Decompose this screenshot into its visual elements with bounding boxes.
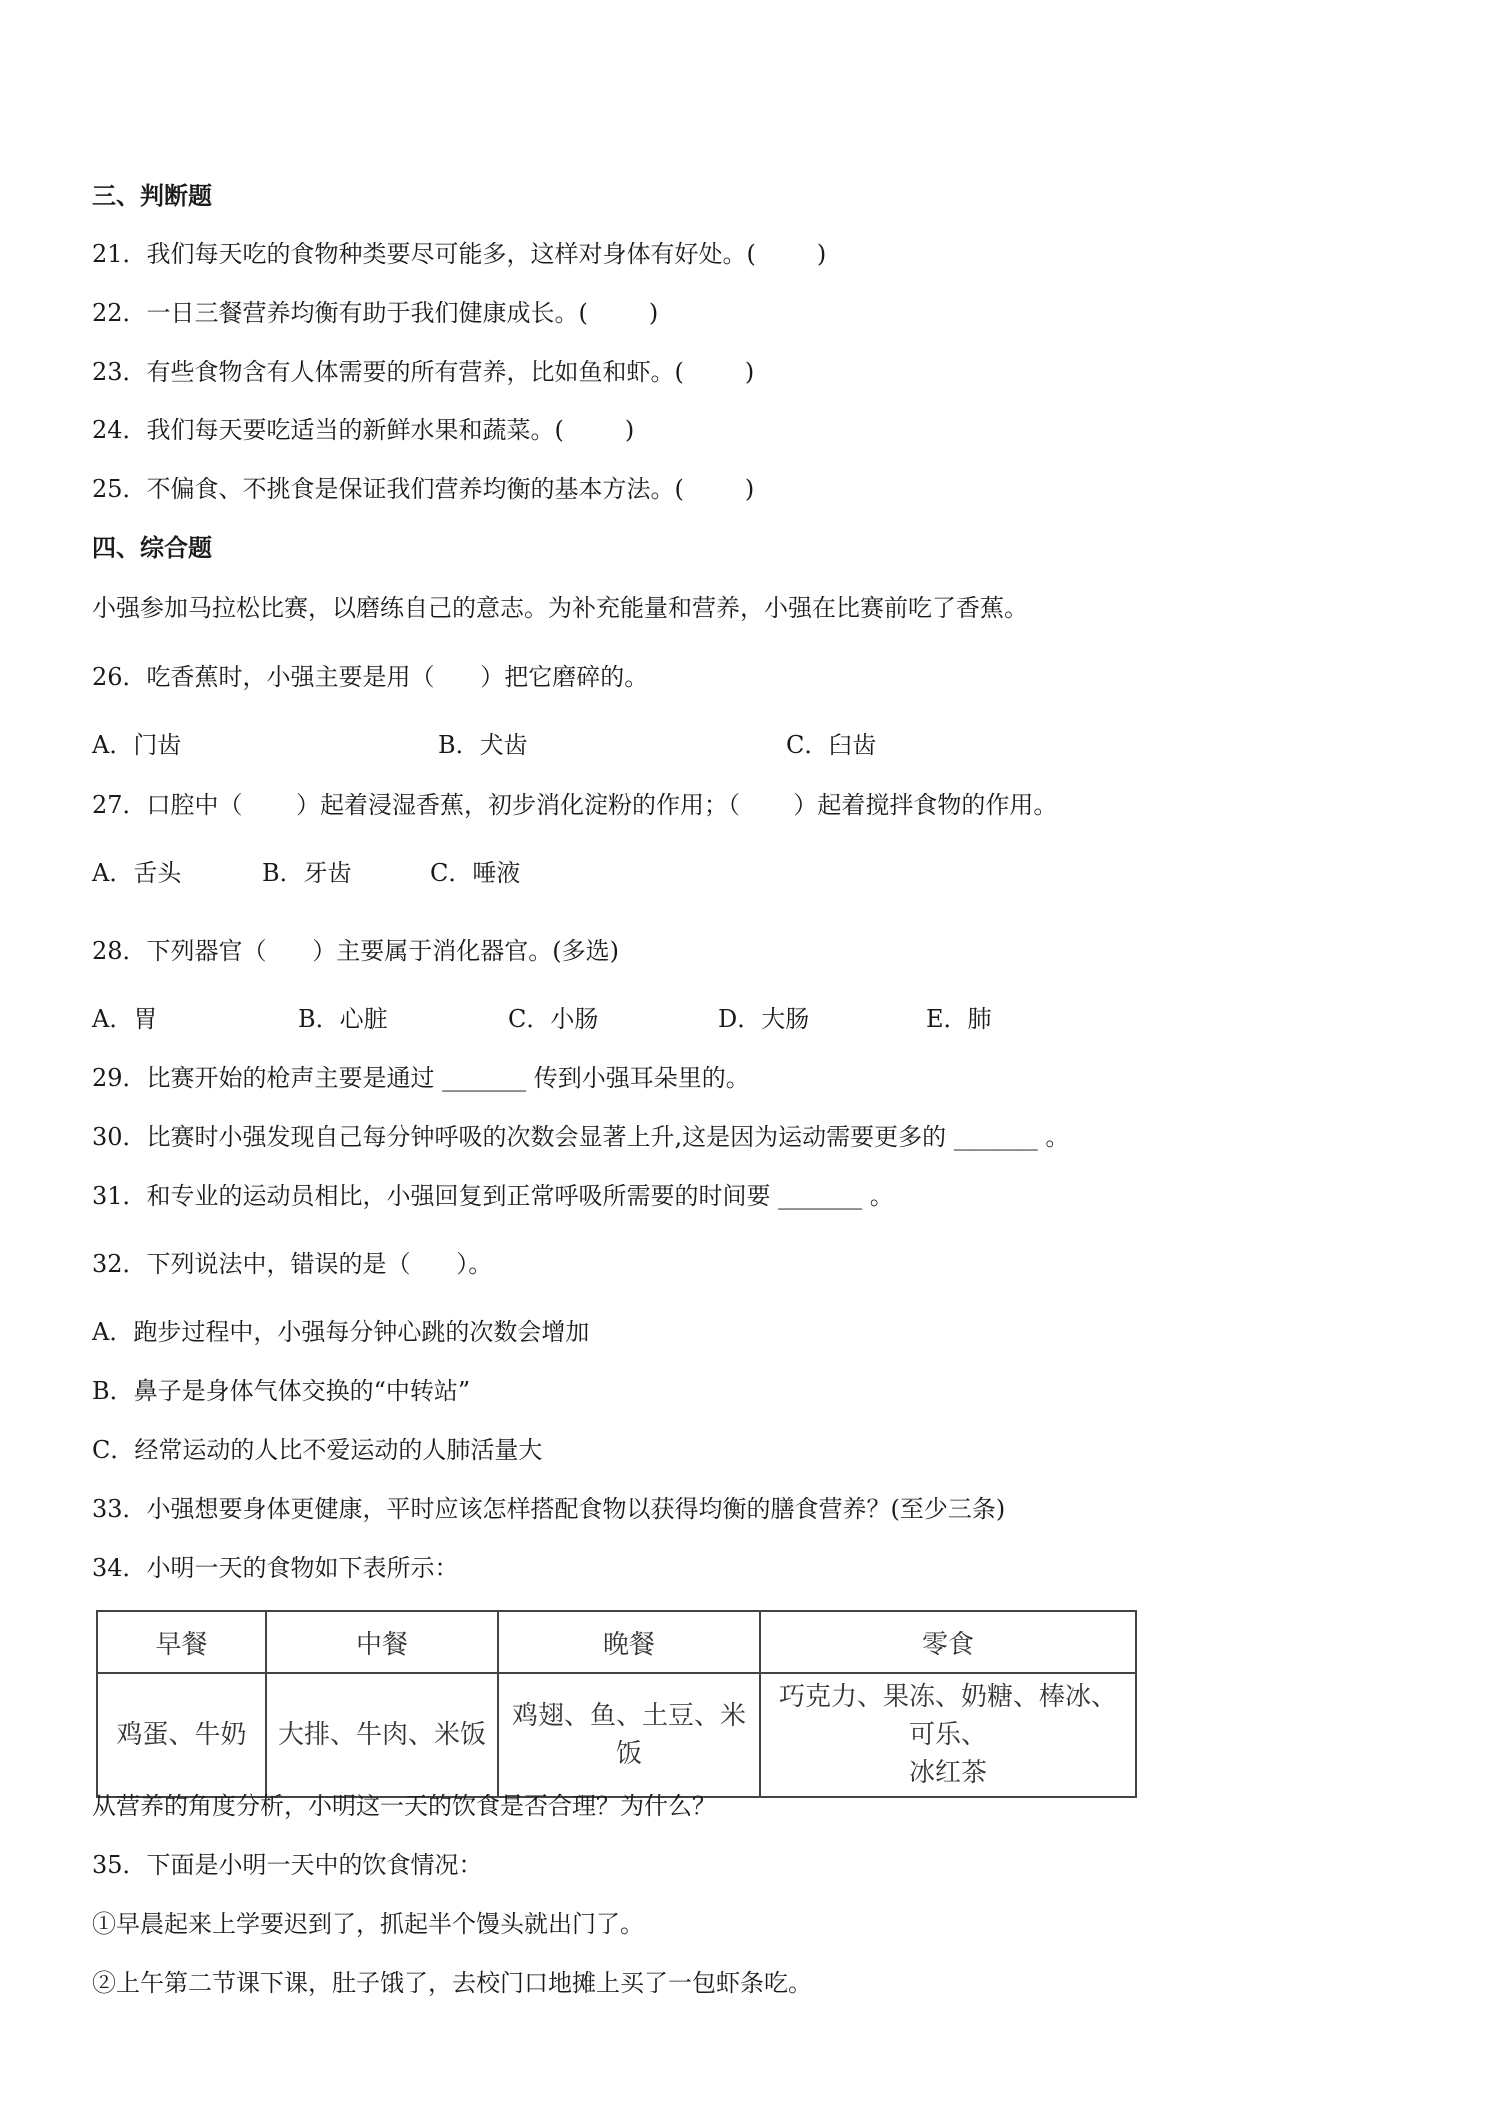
- question-35: 35．下面是小明一天中的饮食情况：: [92, 1851, 483, 1879]
- meal-table: [96, 1610, 1137, 1798]
- scenario-intro: 小强参加马拉松比赛，以磨练自己的意志。为补充能量和营养，小强在比赛前吃了香蕉。: [92, 594, 1028, 622]
- section-heading-comprehensive: 四、综合题: [92, 533, 212, 562]
- question-34: 34．小明一天的食物如下表所示：: [92, 1554, 459, 1582]
- q32-option-b: B．鼻子是身体气体交换的“中转站”: [92, 1377, 471, 1405]
- q26-option-c: C．臼齿: [786, 731, 877, 759]
- question-27: 27．口腔中（ ）起着浸湿香蕉，初步消化淀粉的作用；（ ）起着搅拌食物的作用。: [92, 791, 1058, 819]
- q27-option-c: C．唾液: [430, 859, 521, 887]
- question-21: 21．我们每天吃的食物种类要尽可能多，这样对身体有好处。( ): [92, 240, 827, 268]
- meal-table-header: 晚餐: [498, 1611, 760, 1673]
- q35-item-1: ①早晨起来上学要迟到了，抓起半个馒头就出门了。: [92, 1910, 644, 1938]
- meal-table-header: 零食: [760, 1611, 1136, 1673]
- q28-option-c: C．小肠: [508, 1005, 599, 1033]
- q35-item-2: ②上午第二节课下课，肚子饿了，去校门口地摊上买了一包虾条吃。: [92, 1969, 812, 1997]
- meal-table-cell: 鸡蛋、牛奶: [97, 1673, 266, 1797]
- q28-option-e: E．肺: [926, 1005, 992, 1033]
- meal-table-cell: 大排、牛肉、米饭: [266, 1673, 498, 1797]
- q32-option-c: C．经常运动的人比不爱运动的人肺活量大: [92, 1436, 543, 1464]
- q27-option-a: A．舌头: [92, 859, 182, 887]
- q28-option-d: D．大肠: [718, 1005, 810, 1033]
- snack-line-1: 巧克力、果冻、奶糖、棒冰、可乐、: [778, 1682, 1117, 1750]
- question-22: 22．一日三餐营养均衡有助于我们健康成长。( ): [92, 299, 659, 327]
- q32-option-a: A．跑步过程中，小强每分钟心跳的次数会增加: [92, 1318, 590, 1346]
- meal-table-header: 早餐: [97, 1611, 266, 1673]
- meal-table-header: 中餐: [266, 1611, 498, 1673]
- meal-table-header-row: [97, 1611, 1136, 1673]
- question-33: 33．小强想要身体更健康，平时应该怎样搭配食物以获得均衡的膳食营养？(至少三条): [92, 1495, 1006, 1523]
- snack-line-2: 冰红茶: [908, 1758, 987, 1788]
- meal-table-row: [97, 1673, 1136, 1797]
- q26-option-a: A．门齿: [92, 731, 182, 759]
- q26-option-b: B．犬齿: [438, 731, 528, 759]
- question-34-followup: 从营养的角度分析，小明这一天的饮食是否合理？为什么？: [92, 1792, 716, 1820]
- question-26: 26．吃香蕉时，小强主要是用（ ）把它磨碎的。: [92, 663, 649, 691]
- question-31: 31．和专业的运动员相比，小强回复到正常呼吸所需要的时间要 _______ 。: [92, 1182, 894, 1210]
- question-30: 30．比赛时小强发现自己每分钟呼吸的次数会显著上升,这是因为运动需要更多的 _______ 。: [92, 1123, 1070, 1151]
- meal-table-cell: 鸡翅、鱼、土豆、米饭: [498, 1673, 760, 1797]
- q28-option-b: B．心脏: [298, 1005, 388, 1033]
- q27-option-b: B．牙齿: [262, 859, 352, 887]
- question-23: 23．有些食物含有人体需要的所有营养，比如鱼和虾。( ): [92, 358, 755, 386]
- meal-table-cell: [760, 1673, 1136, 1797]
- q28-option-a: A．胃: [92, 1005, 158, 1033]
- question-24: 24．我们每天要吃适当的新鲜水果和蔬菜。( ): [92, 416, 635, 444]
- question-28: 28．下列器官（ ）主要属于消化器官。(多选): [92, 937, 620, 965]
- question-25: 25．不偏食、不挑食是保证我们营养均衡的基本方法。( ): [92, 475, 755, 503]
- section-heading-judgement: 三、判断题: [92, 181, 212, 210]
- question-32: 32．下列说法中，错误的是（ ）。: [92, 1250, 493, 1278]
- question-29: 29．比赛开始的枪声主要是通过 _______ 传到小强耳朵里的。: [92, 1064, 750, 1092]
